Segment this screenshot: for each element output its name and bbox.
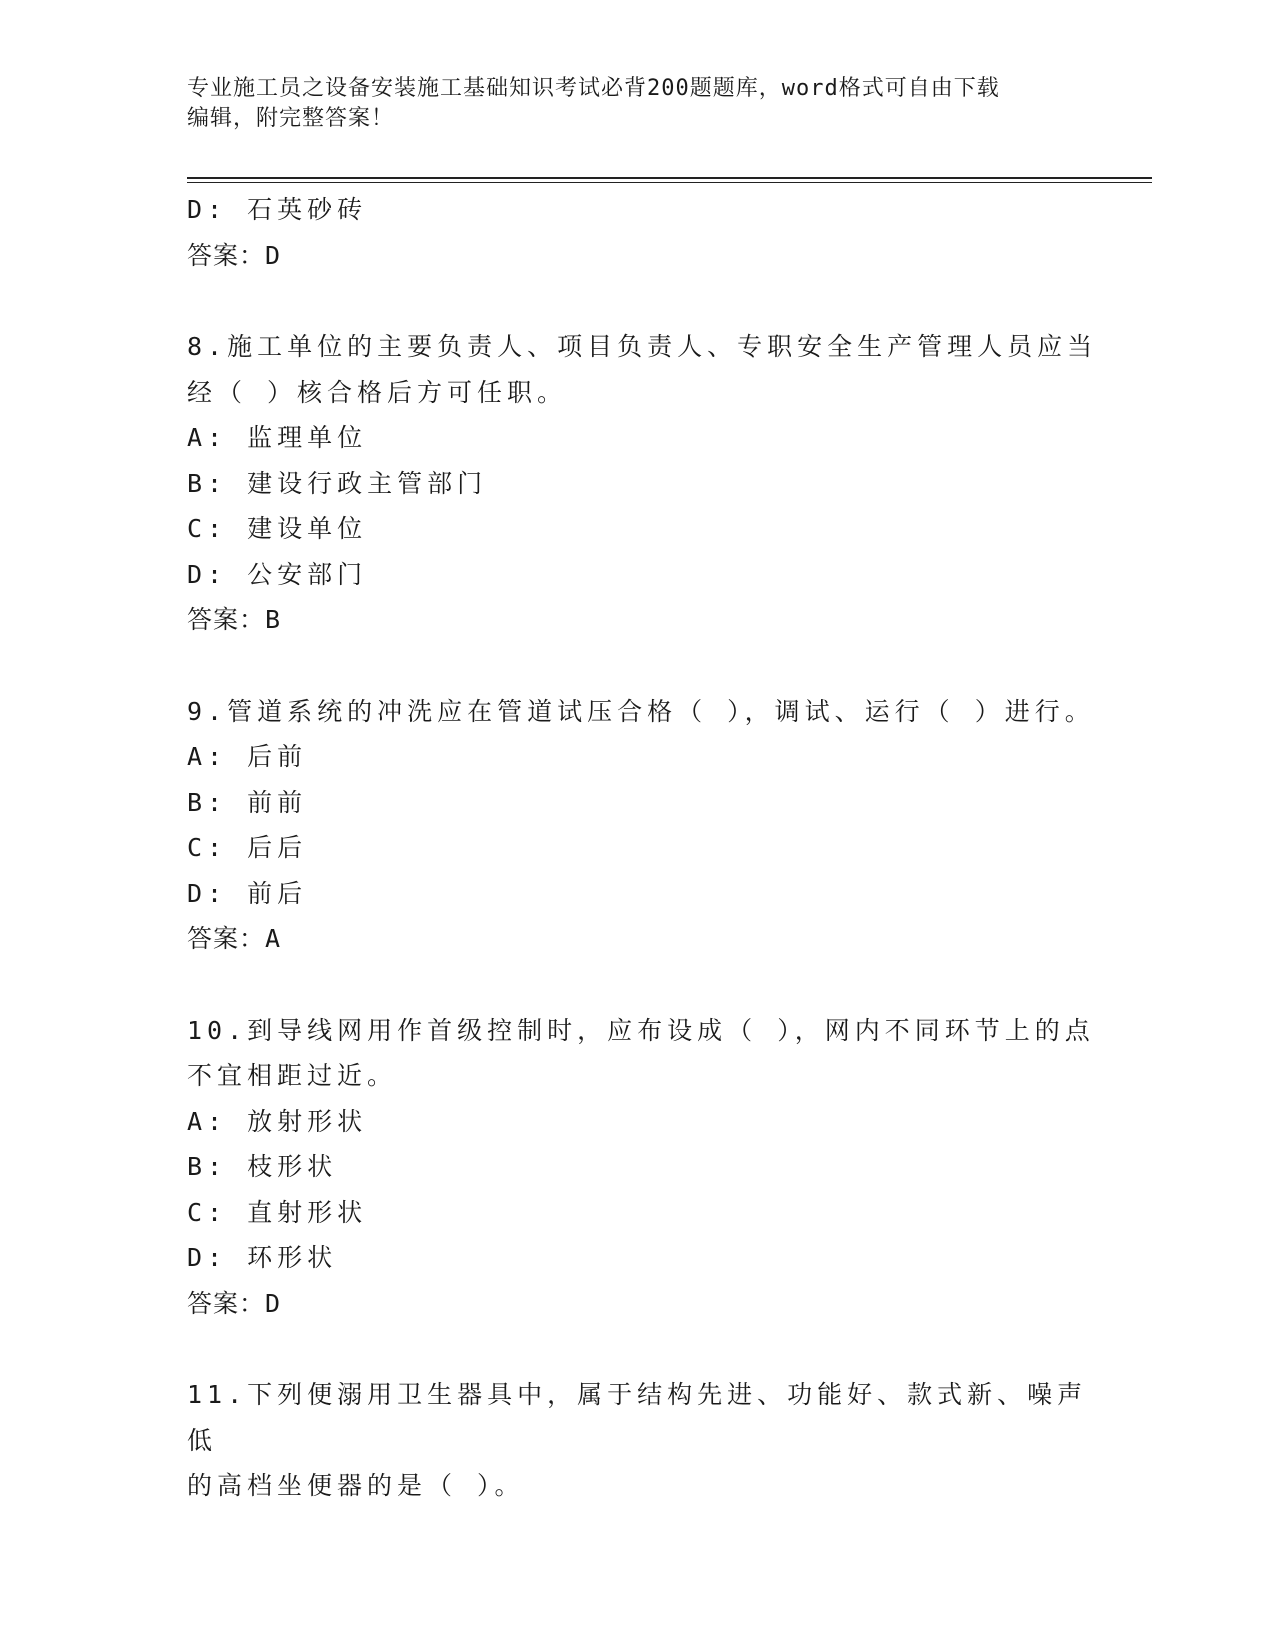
question-9 [187, 689, 1107, 962]
option-b: B: 枝形状 [187, 1152, 338, 1181]
header-divider-thick [187, 177, 1152, 179]
option-a: A: 后前 [187, 742, 308, 771]
question-8 [187, 324, 1107, 643]
option-d: D: 石英砂砖 [187, 195, 368, 224]
option-a: A: 监理单位 [187, 423, 368, 452]
document-header [187, 74, 1087, 134]
option-c: C: 直射形状 [187, 1197, 368, 1227]
spacer [187, 962, 1107, 1008]
answer: 答案：D [187, 1288, 282, 1318]
answer: 答案：A [187, 924, 282, 953]
question-7-tail [187, 187, 1107, 278]
question-stem-cont: 不宜相距过近。 [187, 1061, 398, 1090]
spacer [187, 643, 1107, 689]
option-b: B: 前前 [187, 787, 308, 817]
option-d: D: 公安部门 [187, 559, 368, 589]
option-c: C: 后后 [187, 833, 308, 862]
spacer [187, 278, 1107, 324]
option-c: C: 建设单位 [187, 514, 368, 543]
answer: 答案：B [187, 605, 282, 634]
question-stem: 10.到导线网用作首级控制时，应布设成（ ），网内不同环节上的点 [187, 1015, 1095, 1045]
option-d: D: 环形状 [187, 1243, 338, 1272]
answer: 答案：D [187, 240, 282, 270]
question-stem-cont: 经（ ）核合格后方可任职。 [187, 377, 568, 407]
spacer [187, 1326, 1107, 1372]
option-a: A: 放射形状 [187, 1106, 368, 1136]
question-content [187, 187, 1107, 1509]
question-stem-cont: 的高档坐便器的是（ ）。 [187, 1471, 525, 1500]
option-d: D: 前后 [187, 878, 308, 908]
question-stem: 11.下列便溺用卫生器具中，属于结构先进、功能好、款式新、噪声低 [187, 1380, 1088, 1455]
header-line-1: 专业施工员之设备安装施工基础知识考试必背200题题库，word格式可自由下载 [187, 76, 1000, 101]
question-stem: 9.管道系统的冲洗应在管道试压合格（ ），调试、运行（ ）进行。 [187, 696, 1095, 726]
question-10 [187, 1008, 1107, 1327]
option-b: B: 建设行政主管部门 [187, 468, 488, 498]
question-stem: 8.施工单位的主要负责人、项目负责人、专职安全生产管理人员应当 [187, 332, 1098, 361]
question-11 [187, 1372, 1107, 1509]
header-divider-thin [187, 182, 1152, 183]
header-line-2: 编辑，附完整答案！ [187, 106, 395, 131]
